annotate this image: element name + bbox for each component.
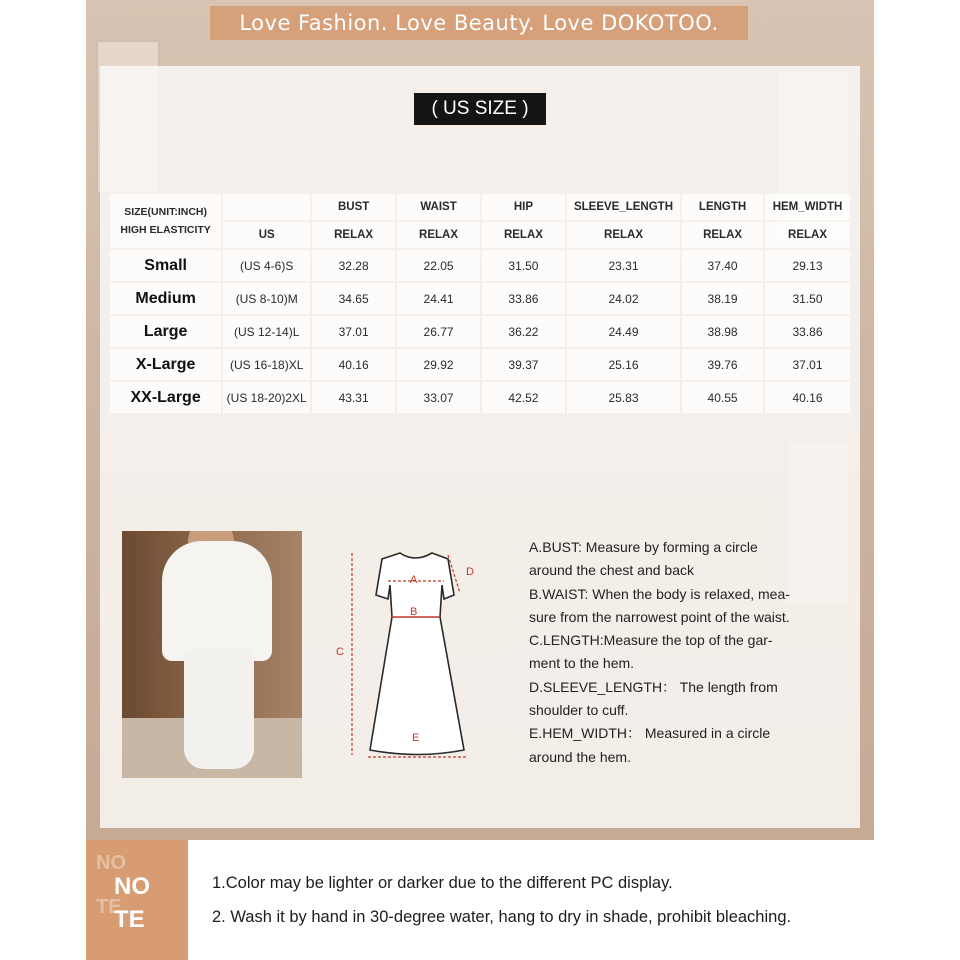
waist-value: 26.77	[397, 316, 480, 347]
waist-value: 24.41	[397, 283, 480, 314]
column-header-hip: HIP	[482, 194, 565, 220]
label-c: C	[336, 646, 344, 658]
instruction-line: B.WAIST: When the body is relaxed, mea-	[529, 585, 790, 602]
instruction-line: A.BUST: Measure by forming a circle	[529, 539, 758, 555]
model-photo	[122, 531, 302, 778]
relax-subheader: RELAX	[682, 222, 763, 248]
relax-subheader: RELAX	[482, 222, 565, 248]
label-d: D	[466, 566, 474, 578]
hip-value: 31.50	[482, 250, 565, 281]
bust-value: 40.16	[312, 349, 395, 380]
table-row	[110, 250, 850, 281]
instruction-line: sure from the narrowest point of the waist.	[529, 608, 790, 625]
care-notes	[212, 866, 791, 934]
hem-width-value: 40.16	[765, 382, 850, 413]
us-size: (US 18-20)2XL	[223, 382, 310, 413]
bust-value: 32.28	[312, 250, 395, 281]
sleeve-length-value: 23.31	[567, 250, 680, 281]
unit-label: SIZE(UNIT:INCH)	[124, 206, 208, 218]
photo-dress-top	[162, 541, 272, 661]
size-name: XX-Large	[110, 382, 221, 413]
length-value: 39.76	[682, 349, 763, 380]
bust-value: 43.31	[312, 382, 395, 413]
column-header-waist: WAIST	[397, 194, 480, 220]
relax-subheader: RELAX	[397, 222, 480, 248]
table-row	[110, 349, 850, 380]
instruction-line: around the hem.	[529, 748, 631, 765]
column-header-bust: BUST	[312, 194, 395, 220]
us-size: (US 8-10)M	[223, 283, 310, 314]
us-header-blank	[223, 194, 310, 220]
note-label-box	[86, 840, 188, 960]
bust-value: 34.65	[312, 283, 395, 314]
bust-value: 37.01	[312, 316, 395, 347]
waist-value: 29.92	[397, 349, 480, 380]
column-header-sleeve-length: SLEEVE_LENGTH	[567, 194, 680, 220]
us-header: US	[223, 222, 310, 248]
size-name: Large	[110, 316, 221, 347]
length-value: 37.40	[682, 250, 763, 281]
size-name: Small	[110, 250, 221, 281]
dress-measurement-diagram	[330, 545, 510, 770]
instruction-line: ment to the hem.	[529, 655, 635, 672]
label-a: A	[410, 574, 418, 586]
column-header-length: LENGTH	[682, 194, 763, 220]
note-label	[114, 870, 150, 936]
table-corner-header	[110, 194, 221, 248]
note-label-line: TE	[114, 906, 145, 933]
label-b: B	[410, 606, 418, 618]
brand-banner: Love Fashion. Love Beauty. Love DOKOTOO.	[210, 6, 748, 40]
table-row	[110, 382, 850, 413]
waist-value: 33.07	[397, 382, 480, 413]
hip-value: 39.37	[482, 349, 565, 380]
length-value: 38.19	[682, 283, 763, 314]
note-ghost-line: TE	[96, 896, 122, 918]
table-row	[110, 283, 850, 314]
hem-width-value: 29.13	[765, 250, 850, 281]
note-ghost-line: NO	[96, 852, 126, 874]
column-header-hem-width: HEM_WIDTH	[765, 194, 850, 220]
hem-width-value: 33.86	[765, 316, 850, 347]
waist-value: 22.05	[397, 250, 480, 281]
hem-width-value: 31.50	[765, 283, 850, 314]
instruction-line: around the chest and back	[529, 562, 695, 579]
instruction-line: D.SLEEVE_LENGTH： The length from	[529, 678, 778, 695]
elasticity-label: HIGH ELASTICITY	[120, 224, 211, 236]
instruction-line: E.HEM_WIDTH： Measured in a circle	[529, 725, 771, 742]
sleeve-length-value: 24.49	[567, 316, 680, 347]
relax-subheader: RELAX	[567, 222, 680, 248]
relax-subheader: RELAX	[765, 222, 850, 248]
photo-dress-skirt	[184, 649, 254, 769]
hip-value: 42.52	[482, 382, 565, 413]
hip-value: 36.22	[482, 316, 565, 347]
label-e: E	[412, 732, 420, 744]
us-size: (US 12-14)L	[223, 316, 310, 347]
instruction-line: shoulder to cuff.	[529, 702, 629, 719]
hem-width-value: 37.01	[765, 349, 850, 380]
sleeve-length-value: 25.83	[567, 382, 680, 413]
note-label-line: NO	[114, 873, 150, 900]
relax-subheader: RELAX	[312, 222, 395, 248]
us-size: (US 16-18)XL	[223, 349, 310, 380]
length-value: 38.98	[682, 316, 763, 347]
us-size: (US 4-6)S	[223, 250, 310, 281]
instruction-line: C.LENGTH:Measure the top of the gar-	[529, 632, 773, 649]
note-line: 1.Color may be lighter or darker due to the different PC display.	[212, 874, 673, 892]
sleeve-length-value: 24.02	[567, 283, 680, 314]
size-region-label: ( US SIZE )	[414, 93, 546, 125]
sleeve-length-value: 25.16	[567, 349, 680, 380]
table-row	[110, 316, 850, 347]
measurement-instructions	[529, 536, 829, 769]
note-line: 2. Wash it by hand in 30-degree water, hang to dry in shade, prohibit bleaching.	[212, 908, 792, 926]
size-name: X-Large	[110, 349, 221, 380]
size-chart-table	[108, 192, 852, 415]
length-value: 40.55	[682, 382, 763, 413]
hip-value: 33.86	[482, 283, 565, 314]
size-name: Medium	[110, 283, 221, 314]
